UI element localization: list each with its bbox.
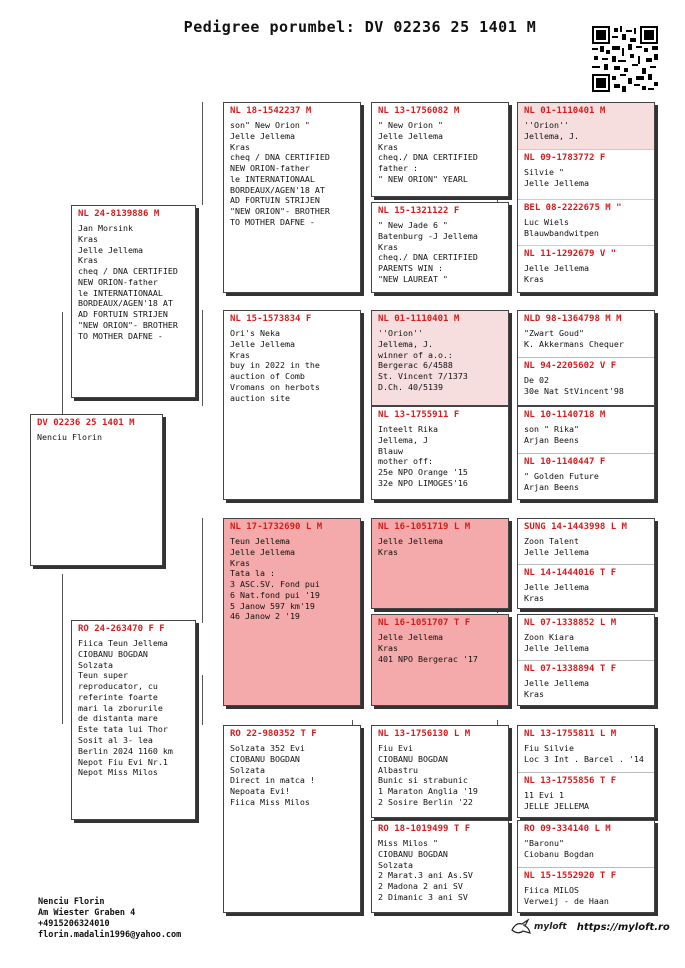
great-grandparent-card[interactable] (371, 614, 509, 706)
granddam-card[interactable] (223, 725, 361, 913)
pigeon-details: Jan Morsink Kras Jelle Jellema Kras cheq / DNA CERTIFIED NEW ORION-father le INTERNATIONAAL BORDEAUX/AGEN'18 AT AD FORTUIN STRIJEN "NEW ORION"- BROTHER TO MOTHER DAFNE - (78, 223, 178, 341)
pigeon-details: Ori's Neka Jelle Jellema Kras buy in 2022 in the auction of Comb Vromans on herbots auction site (230, 328, 320, 403)
pigeon-details: Zoon Kiara Jelle Jellema (524, 632, 589, 653)
pigeon-details: " New Orion " Jelle Jellema Kras cheq./ DNA CERTIFIED father : " NEW ORION" YEARL (378, 120, 478, 184)
ring-number: NLD 98-1364798 M M (524, 314, 622, 324)
gen4-pair-card[interactable] (517, 518, 655, 609)
logo-text: myloft (534, 922, 567, 932)
pigeon-details: Fiica MILOS Verweij - de Haan (524, 885, 609, 906)
pigeon-details: De 02 30e Nat StVincent'98 (524, 375, 624, 396)
dam-card[interactable] (71, 620, 196, 820)
ring-number: SUNG 14-1443998 L M (524, 522, 627, 532)
myloft-logo (510, 918, 567, 936)
connector-line (202, 518, 203, 623)
site-link[interactable]: https://myloft.ro (576, 921, 670, 933)
great-grandparent-card[interactable] (371, 202, 509, 293)
ring-number: NL 13-1756082 M (378, 106, 460, 116)
ring-number: NL 14-1444016 T F (524, 568, 617, 578)
ring-number: NL 01-1110401 M (378, 314, 460, 324)
pigeon-details: Miss Milos " CIOBANU BOGDAN Solzata 2 Marat.3 ani As.SV 2 Madona 2 ani SV 2 Dimanic 3 ani SV (378, 838, 473, 902)
gen4-pair-card[interactable] (517, 406, 655, 500)
pigeon-details: Jelle Jellema Kras (524, 582, 589, 603)
pigeon-details: Fiu Silvie Loc 3 Int . Barcel . '14 (524, 743, 644, 764)
pigeon-details: " New Jade 6 " Batenburg -J Jellema Kras cheq./ DNA CERTIFIED PARENTS WIN : "NEW LAUREAT " (378, 220, 478, 284)
pigeon-details: Luc Wiels Blauwbandwitpen (524, 217, 599, 238)
ring-number: RO 18-1019499 T F (378, 824, 471, 834)
pigeon-details: "Zwart Goud" K. Akkermans Chequer (524, 328, 624, 349)
gen4-pair-card[interactable] (517, 310, 655, 406)
great-grandparent-card[interactable] (371, 102, 509, 197)
ring-number: RO 09-334140 L M (524, 824, 611, 834)
pigeon-details: Fiica Teun Jellema CIOBANU BOGDAN Solzata Teun super reproducator, cu referinte foarte mari la zborurile de distanta mare Este tata lui Thor Sosit al 3- lea Berlin 2024 1160 km Nepot Fiu Evi Nr.1 Nepot Miss Milos (78, 638, 173, 778)
connector-line (202, 310, 203, 406)
ring-number: NL 17-1732690 L M (230, 522, 323, 532)
great-grandparent-card[interactable] (371, 820, 509, 913)
ring-number: NL 10-1140447 F (524, 457, 606, 467)
qr-code-icon (592, 26, 658, 92)
sire-card[interactable] (71, 205, 196, 398)
owner-name: Nenciu Florin (38, 897, 105, 907)
ring-number: NL 13-1755856 T F (524, 776, 617, 786)
pigeon-details: Inteelt Rika Jellema, J Blauw mother off: 25e NPO Orange '15 32e NPO LIMOGES'16 (378, 424, 468, 488)
owner-contact (38, 897, 181, 941)
ring-number: NL 15-1573834 F (230, 314, 312, 324)
ring-number: BEL 08-2222675 M " (524, 203, 622, 213)
ring-number: NL 15-1552920 T F (524, 871, 617, 881)
owner-email[interactable]: florin.madalin1996@yahoo.com (38, 930, 182, 941)
great-grandparent-card[interactable] (371, 725, 509, 818)
ring-number: RO 22-980352 T F (230, 729, 317, 739)
pigeon-details: Fiu Evi CIOBANU BOGDAN Albastru Bunic si strabunic 1 Maraton Anglia '19 2 Sosire Berlin '22 (378, 743, 478, 807)
pigeon-details: " Golden Future Arjan Beens (524, 471, 599, 492)
pigeon-details: ''Orion'' Jellema, J. (524, 120, 579, 141)
subject-card[interactable] (30, 414, 163, 566)
great-grandparent-card[interactable] (371, 406, 509, 500)
ring-number: NL 13-1755811 L M (524, 729, 617, 739)
pigeon-details: Silvie " Jelle Jellema (524, 167, 589, 188)
connector-line (202, 102, 203, 205)
page-title: Pedigree porumbel: DV 02236 25 1401 M (183, 18, 537, 36)
gen4-pair-card[interactable] (517, 102, 655, 293)
pigeon-details: ''Orion'' Jellema, J. winner of a.o.: Bergerac 6/4588 St. Vincent 7/1373 D.Ch. 40/5139 (378, 328, 468, 392)
pigeon-details: son " Rika" Arjan Beens (524, 424, 579, 445)
gen4-pair-card[interactable] (517, 725, 655, 818)
ring-number: NL 07-1338894 T F (524, 664, 617, 674)
grandsire-card[interactable] (223, 518, 361, 706)
ring-number: NL 10-1140718 M (524, 410, 606, 420)
pigeon-details: Zoon Talent Jelle Jellema (524, 536, 589, 557)
ring-number: NL 16-1051707 T F (378, 618, 471, 628)
gen4-pair-card[interactable] (517, 614, 655, 706)
brand (510, 918, 670, 936)
ring-number: NL 11-1292679 V " (524, 249, 617, 259)
ring-number: NL 18-1542237 M (230, 106, 312, 116)
ring-number: NL 13-1756130 L M (378, 729, 471, 739)
pigeon-details: 11 Evi 1 JELLE JELLEMA (524, 790, 589, 811)
ring-number: NL 15-1321122 F (378, 206, 460, 216)
pigeon-details: Jelle Jellema Kras 401 NPO Bergerac '17 (378, 632, 478, 664)
pigeon-details: Nenciu Florin (37, 432, 102, 442)
ring-number: NL 01-1110401 M (524, 106, 606, 116)
pigeon-details: "Baronu" Ciobanu Bogdan (524, 838, 594, 859)
ring-number: NL 16-1051719 L M (378, 522, 471, 532)
connector-line (62, 312, 63, 414)
pigeon-details: son" New Orion " Jelle Jellema Kras cheq / DNA CERTIFIED NEW ORION-father le INTERNATIONAAL BORDEAUX/AGEN'18 AT AD FORTUIN STRIJEN "NEW ORION"- BROTHER TO MOTHER DAFNE - (230, 120, 330, 228)
ring-number: DV 02236 25 1401 M (37, 418, 135, 428)
great-grandparent-card[interactable] (371, 518, 509, 609)
pigeon-icon (510, 918, 532, 936)
owner-phone: +4915206324010 (38, 919, 110, 930)
granddam-card[interactable] (223, 310, 361, 500)
grandsire-card[interactable] (223, 102, 361, 293)
ring-number: NL 94-2205602 V F (524, 361, 617, 371)
pigeon-details: Jelle Jellema Kras (524, 678, 589, 699)
gen4-pair-card[interactable] (517, 820, 655, 913)
ring-number: RO 24-263470 F F (78, 624, 165, 634)
pigeon-details: Teun Jellema Jelle Jellema Kras Tata la : 3 ASC.SV. Fond pui 6 Nat.fond pui '19 5 Janow 597 km'19 46 Janow 2 '19 (230, 536, 320, 622)
owner-address: Am Wiester Graben 4 (38, 908, 136, 919)
ring-number: NL 07-1338852 L M (524, 618, 617, 628)
ring-number: NL 13-1755911 F (378, 410, 460, 420)
pigeon-details: Solzata 352 Evi CIOBANU BOGDAN Solzata Direct in matca ! Nepoata Evi! Fiica Miss Milos (230, 743, 315, 807)
pigeon-details: Jelle Jellema Kras (524, 263, 589, 284)
ring-number: NL 09-1783772 F (524, 153, 606, 163)
connector-line (202, 675, 203, 725)
pigeon-details: Jelle Jellema Kras (378, 536, 443, 557)
connector-line (62, 574, 63, 724)
ring-number: NL 24-8139886 M (78, 209, 160, 219)
great-grandparent-card[interactable] (371, 310, 509, 406)
